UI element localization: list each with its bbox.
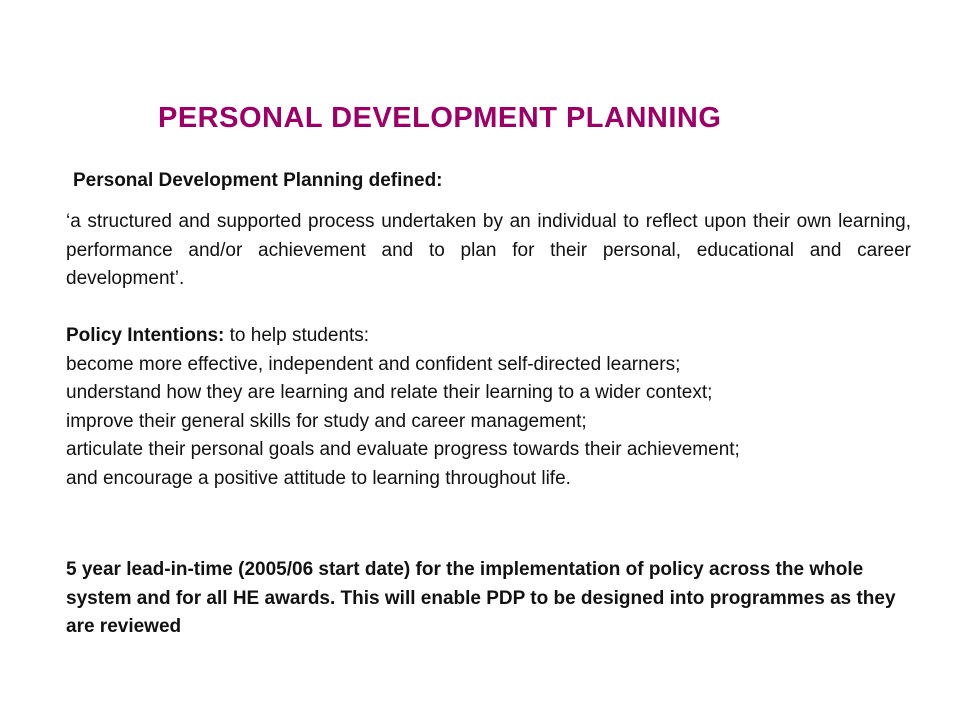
slide-title: PERSONAL DEVELOPMENT PLANNING	[158, 102, 722, 134]
policy-item: improve their general skills for study and career management;	[66, 410, 587, 432]
definition-heading: Personal Development Planning defined:	[73, 170, 443, 191]
policy-item: become more effective, independent and confident self-directed learners;	[66, 353, 681, 375]
definition-text: ‘a structured and supported process undertaken by an individual to reflect upon their own learning, performance and/or achievement and to plan for their personal, educational and career development’.	[66, 211, 911, 289]
policy-heading-line	[66, 322, 916, 351]
policy-item: articulate their personal goals and evaluate progress towards their achievement;	[66, 439, 740, 460]
policy-item: understand how they are learning and relate their learning to a wider context;	[66, 382, 713, 403]
lead-in-text: 5 year lead-in-time (2005/06 start date) for the implementation of policy across the whole system and for all HE awards. This will enable PDP to be designed into programmes as they are reviewed	[66, 559, 896, 637]
policy-item: and encourage a positive attitude to learning throughout life.	[66, 467, 571, 489]
policy-section	[66, 322, 916, 493]
policy-heading: Policy Intentions:	[66, 325, 225, 346]
policy-intro: to help students:	[224, 325, 370, 346]
